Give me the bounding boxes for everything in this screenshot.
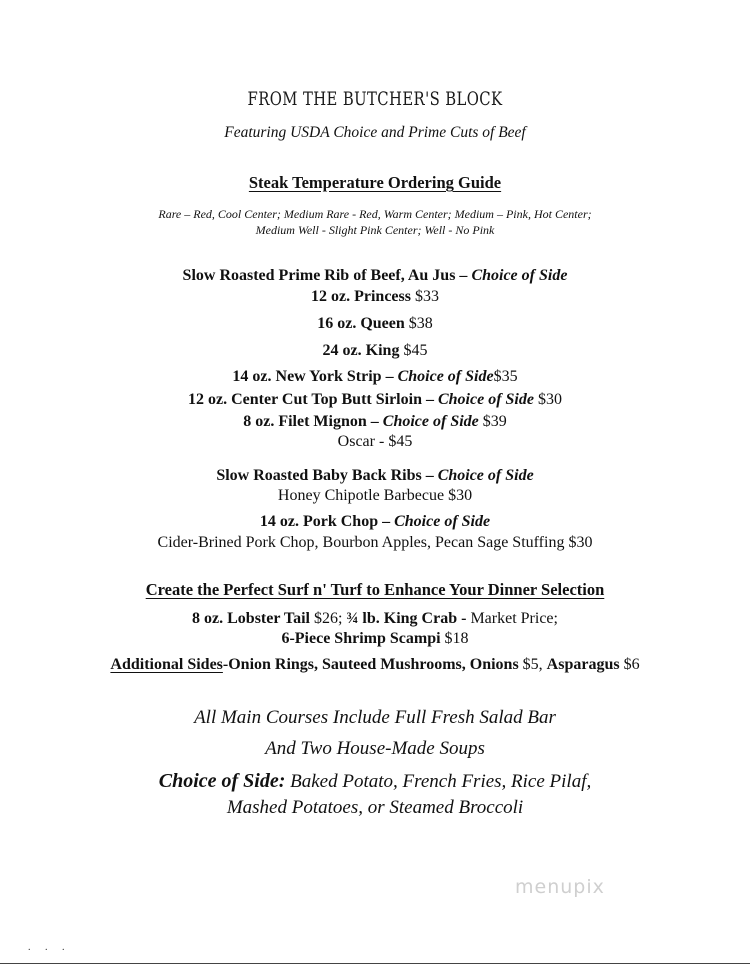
choice-of-side-label: Choice of Side: bbox=[158, 770, 286, 792]
new-york-strip-item bbox=[0, 368, 750, 386]
sirloin-name: 12 oz. Center Cut Top Butt Sirloin – bbox=[188, 391, 434, 408]
prime-rib-item bbox=[0, 267, 750, 285]
crab-price: Market Price; bbox=[470, 610, 558, 627]
footer-line-soups: And Two House-Made Soups bbox=[265, 738, 485, 759]
filet-price: $39 bbox=[482, 413, 507, 430]
prime-rib-side: Choice of Side bbox=[471, 267, 568, 284]
sides-asparagus: Asparagus bbox=[546, 656, 620, 673]
lobster-name: 8 oz. Lobster Tail bbox=[192, 610, 310, 627]
queen-price: $38 bbox=[408, 315, 433, 332]
filet-item bbox=[0, 413, 750, 431]
ribs-description: Honey Chipotle Barbecue $30 bbox=[277, 487, 473, 504]
menu-subtitle: Featuring USDA Choice and Prime Cuts of Beef bbox=[224, 124, 526, 141]
prime-rib-king bbox=[0, 342, 750, 360]
sides-items: -Onion Rings, Sauteed Mushrooms, Onions bbox=[222, 656, 519, 673]
sirloin-side: Choice of Side bbox=[437, 391, 534, 408]
prime-rib-princess bbox=[0, 288, 750, 306]
king-name: 24 oz. King bbox=[322, 342, 400, 359]
pork-chop-name: 14 oz. Pork Chop – bbox=[259, 513, 391, 530]
surf-line-lobster-crab bbox=[0, 610, 750, 628]
filet-oscar: Oscar - $45 bbox=[337, 433, 413, 450]
filet-name: 8 oz. Filet Mignon – bbox=[243, 413, 379, 430]
princess-name: 12 oz. Princess bbox=[311, 288, 411, 305]
sides-label: Additional Sides bbox=[110, 656, 223, 673]
surf-line-shrimp bbox=[0, 630, 750, 648]
king-price: $45 bbox=[403, 342, 428, 359]
scan-edge-divider bbox=[0, 963, 750, 964]
baby-back-ribs-item bbox=[0, 467, 750, 485]
new-york-name: 14 oz. New York Strip – bbox=[232, 368, 394, 385]
shrimp-price: $18 bbox=[444, 630, 469, 647]
ribs-name: Slow Roasted Baby Back Ribs – bbox=[216, 467, 434, 484]
footer-choice-of-side bbox=[0, 770, 750, 793]
new-york-price: $35 bbox=[493, 368, 518, 385]
filet-side: Choice of Side bbox=[382, 413, 479, 430]
new-york-side: Choice of Side bbox=[397, 368, 494, 385]
scan-specks: . . . bbox=[28, 942, 71, 953]
pork-chop-item bbox=[0, 513, 750, 531]
princess-price: $33 bbox=[414, 288, 439, 305]
sides-price-1: $5, bbox=[522, 656, 543, 673]
footer-line-salad-bar: All Main Courses Include Full Fresh Salad Bar bbox=[194, 707, 556, 728]
watermark: menupix bbox=[515, 876, 605, 898]
prime-rib-name: Slow Roasted Prime Rib of Beef, Au Jus – bbox=[182, 267, 468, 284]
temperature-guide-heading: Steak Temperature Ordering Guide bbox=[248, 173, 502, 192]
choice-of-side-items: Baked Potato, French Fries, Rice Pilaf, bbox=[290, 771, 592, 792]
queen-name: 16 oz. Queen bbox=[317, 315, 405, 332]
shrimp-name: 6-Piece Shrimp Scampi bbox=[281, 630, 441, 647]
menu-title: FROM THE BUTCHER'S BLOCK bbox=[247, 88, 503, 110]
pork-chop-side: Choice of Side bbox=[394, 513, 491, 530]
crab-name: ¾ lb. King Crab - bbox=[346, 610, 467, 627]
additional-sides bbox=[0, 656, 750, 674]
footer-line-sides: Mashed Potatoes, or Steamed Broccoli bbox=[226, 797, 524, 818]
lobster-price: $26; bbox=[313, 610, 343, 627]
temperature-guide-line: Medium Well - Slight Pink Center; Well - No Pink bbox=[255, 223, 495, 237]
pork-chop-description: Cider-Brined Pork Chop, Bourbon Apples, Pecan Sage Stuffing $30 bbox=[157, 534, 593, 551]
prime-rib-queen bbox=[0, 315, 750, 333]
ribs-side: Choice of Side bbox=[437, 467, 534, 484]
sides-price-2: $6 bbox=[623, 656, 640, 673]
temperature-guide-line: Rare – Red, Cool Center; Medium Rare - Red, Warm Center; Medium – Pink, Hot Center; bbox=[158, 207, 592, 221]
sirloin-price: $30 bbox=[537, 391, 562, 408]
sirloin-item bbox=[0, 391, 750, 409]
surf-turf-heading: Create the Perfect Surf n' Turf to Enhance Your Dinner Selection bbox=[145, 580, 605, 599]
